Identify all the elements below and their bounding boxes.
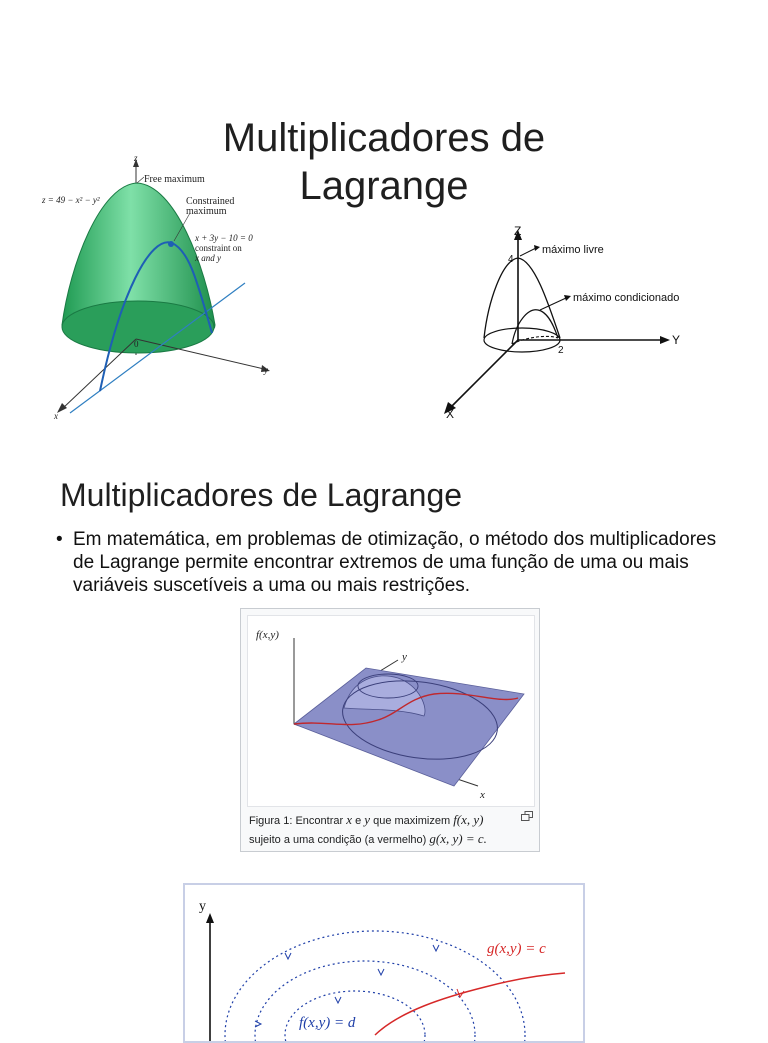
schematic-x-axis — [450, 340, 518, 408]
free-max-label: Free maximum — [144, 174, 205, 185]
origin-label: 0 — [134, 339, 139, 349]
caption-e: e — [355, 815, 362, 827]
caption-part-3: sujeito a uma condição (a vermelho) — [249, 834, 427, 846]
schematic-z-label: Z — [514, 224, 522, 238]
f-label: f(x,y) = d — [299, 1015, 356, 1031]
slide-title-line-1: Multiplicadores de — [222, 116, 546, 160]
lagrange-surface-figure — [240, 608, 540, 852]
g-constraint-curve — [375, 973, 565, 1035]
contour-middle — [255, 961, 475, 1043]
y-label: y — [264, 365, 268, 375]
caption-fxy: f(x, y) — [453, 812, 484, 827]
x-label: x — [54, 411, 58, 421]
figure-caption — [249, 811, 527, 849]
bullet-text: Em matemática, em problemas de otimização, o método dos multiplicadores de Lagrange permite encontrar extremos de uma função de uma ou mais variáveis suscetíveis a uma ou mais restrições. — [73, 529, 717, 596]
max-livre-label: máximo livre — [542, 244, 604, 256]
caption-gxy: g(x, y) = c. — [429, 831, 487, 846]
fig1-x-label: x — [480, 789, 485, 801]
max-condicionado-label: máximo condicionado — [573, 292, 680, 304]
schematic-tick-2: 2 — [558, 345, 564, 356]
constraint-label-2: constraint on — [195, 243, 242, 253]
y-axis — [136, 339, 264, 369]
constrained-max-label-1: Constrained — [186, 196, 235, 207]
surface-eq: z = 49 − x² − y² — [42, 195, 100, 205]
contour-outer — [225, 931, 525, 1043]
schematic-figure — [440, 222, 690, 422]
section-title: Multiplicadores de Lagrange — [60, 477, 463, 513]
f-axis-label: f(x,y) — [256, 629, 279, 641]
caption-part-2: que maximizem — [373, 815, 451, 827]
surface-plot — [248, 616, 534, 806]
schematic-tick-4: 4 — [508, 254, 514, 265]
slide-title-line-2: Lagrange — [299, 164, 469, 208]
bullet-item — [56, 528, 736, 597]
paraboloid-figure — [40, 155, 280, 425]
caption-x: x — [346, 812, 352, 827]
schematic-x-label: X — [446, 407, 455, 421]
bullet-marker: • — [56, 529, 63, 550]
caption-part-1: Figura 1: Encontrar — [249, 815, 344, 827]
constraint-eq: x + 3y − 10 = 0 — [195, 233, 253, 243]
contour-figure — [183, 883, 585, 1043]
surface-image — [247, 615, 535, 807]
caption-y: y — [364, 812, 371, 827]
fig1-y-label: y — [402, 651, 407, 663]
contour-plot — [185, 885, 583, 1043]
constrained-max-label-2: maximum — [186, 206, 227, 217]
g-label: g(x,y) = c — [487, 941, 546, 957]
constraint-label-3: x and y — [195, 253, 221, 263]
contour-y-label: y — [199, 899, 206, 914]
enlarge-icon[interactable] — [521, 811, 533, 821]
schematic-y-label: Y — [672, 333, 681, 347]
z-label: z — [134, 155, 138, 163]
